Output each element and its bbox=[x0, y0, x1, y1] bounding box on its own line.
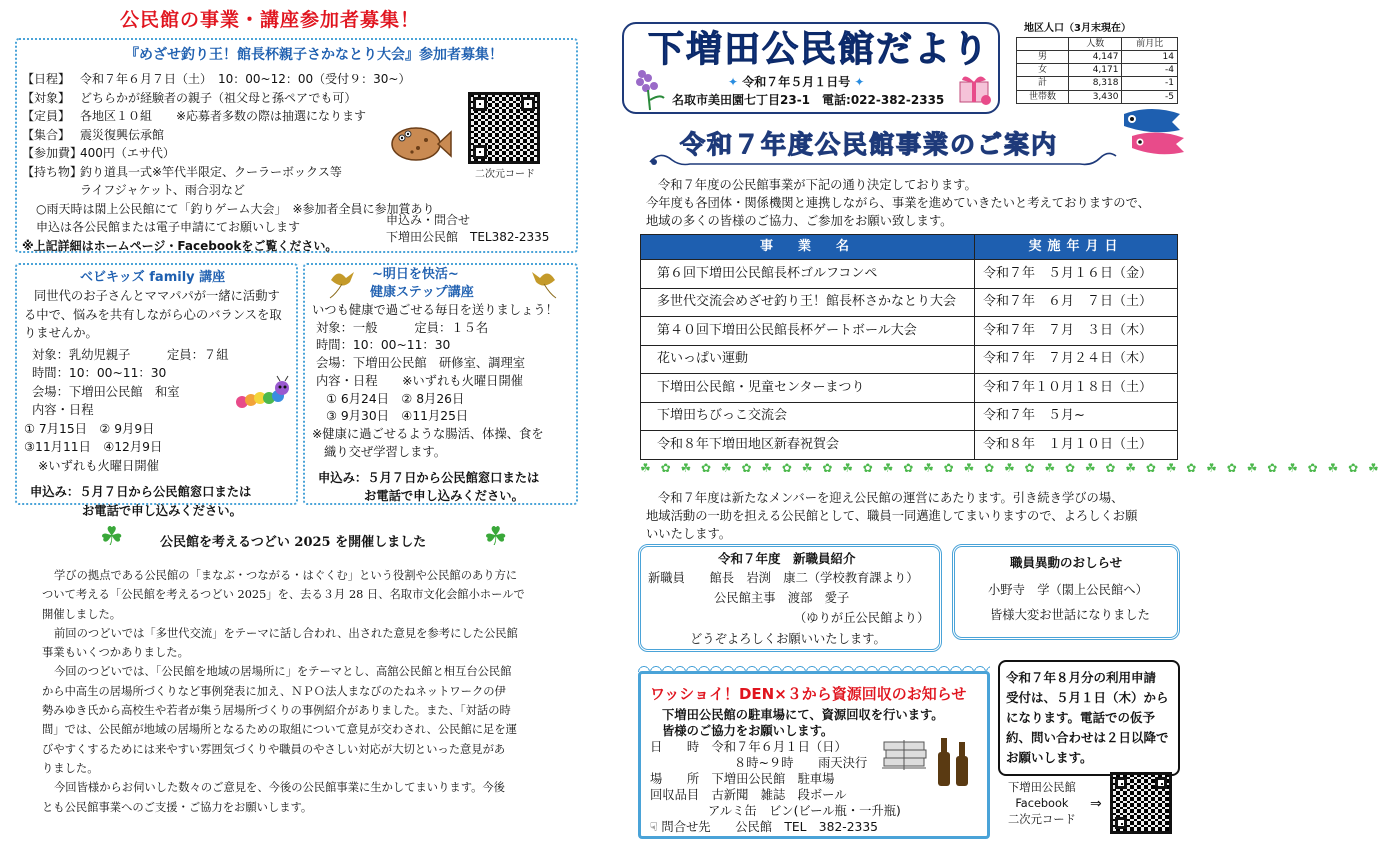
tsudoi-line: 開催しました。 bbox=[42, 607, 122, 621]
facebook-qr-icon[interactable] bbox=[1110, 772, 1172, 834]
contact-text: 下増田公民館 TEL382-2335 bbox=[386, 230, 550, 244]
rain-note: ○雨天時は閖上公民館にて「釣りゲーム大会」 ※参加者全員に参加賞あり bbox=[36, 201, 435, 216]
pop-cell: -4 bbox=[1122, 64, 1178, 77]
clover-icon: ☘ bbox=[484, 522, 508, 552]
intro-line: 地域の多くの皆様のご協力、ご参加をお願い致します。 bbox=[646, 214, 953, 228]
fishing-qr-icon[interactable] bbox=[468, 92, 540, 164]
tsudoi-title: 公民館を考えるつどい 2025 を開催しました bbox=[160, 535, 427, 550]
event-name: 第６回下増田公民館長杯ゴルフコンペ bbox=[641, 260, 975, 289]
baby-time: 時間：10：00~11：30 bbox=[32, 366, 167, 380]
intro-line: 令和７年度の公民館事業が下記の通り決定しております。 bbox=[658, 178, 977, 192]
arrow-icon: ⇒ bbox=[1090, 796, 1102, 812]
health-dates: ③ 9月30日 ④11月25日 bbox=[326, 409, 469, 424]
fishing-details bbox=[22, 70, 435, 255]
flower-illustration bbox=[630, 66, 670, 112]
masthead-address: 名取市美田園七丁目23-1 電話:022-382-2335 bbox=[672, 93, 945, 107]
baby-capacity: 定員：７組 bbox=[167, 347, 229, 362]
health-apply: お電話で申し込みください。 bbox=[364, 489, 524, 504]
tsudoi-line: 前回のつどいでは「多世代交流」をテーマに話し合われ、出された意見を参考にした公民館 bbox=[54, 626, 518, 640]
row-text: 400円（エサ代） bbox=[80, 146, 175, 160]
event-date: 令和７年１０月１８日（土） bbox=[975, 374, 1178, 403]
facebook-line: 二次元コード bbox=[1008, 813, 1076, 826]
koinobori-illustration bbox=[1118, 104, 1190, 160]
row-text: 令和７年６月７日（土） 10：00~12：00（受付９：30~） bbox=[80, 72, 411, 86]
intro-line: 今年度も各団体・関係機関と連携しながら、事業を進めていきたいと考えておりますので、 bbox=[646, 196, 1150, 210]
baby-dates: ① 7月15日 ② 9月9日 bbox=[24, 421, 155, 436]
tsudoi-line: とも公民館事業へのご支援・ご協力をお願いします。 bbox=[42, 800, 313, 814]
event-name: 花いっぱい運動 bbox=[641, 345, 975, 374]
event-date: 令和７年 ７月２４日（木） bbox=[975, 345, 1178, 374]
health-apply: 申込み：５月７日から公民館窓口または bbox=[318, 471, 540, 486]
baby-apply: 申込み：５月７日から公民館窓口または bbox=[30, 485, 252, 499]
baby-venue: 会場：下増田公民館 和室 bbox=[32, 384, 180, 399]
tsudoi-line: りました。 bbox=[42, 761, 99, 775]
august-line: になります。電話での仮予 bbox=[1006, 710, 1156, 725]
bird-icon bbox=[328, 266, 358, 300]
row-text: どちらかが経験者の親子（祖父母と孫ペアでも可） bbox=[80, 90, 357, 105]
transfer-line: 小野寺 学（閖上公民館へ） bbox=[988, 583, 1148, 597]
pop-cell: 4,171 bbox=[1069, 64, 1122, 77]
baby-intro: りませんか。 bbox=[24, 326, 98, 340]
tsudoi-line: 今回のつどいでは、「公民館を地域の居場所に」をテーマとし、高舘公民館と相互台公民館 bbox=[54, 665, 512, 679]
row-text: 各地区１０組 ※応募者多数の際は抽選になります bbox=[80, 109, 367, 123]
pop-header bbox=[1017, 38, 1069, 51]
detail-note: ※上記詳細はホームページ・Facebookをご覧ください。 bbox=[22, 238, 338, 253]
tsudoi-line: ついて考える「公民館を考えるつどい 2025」を、去る３月 28 日、名取市文化会館小ホールで bbox=[42, 588, 525, 602]
contact-label: 申込み・問合せ bbox=[386, 213, 471, 227]
flounder-illustration bbox=[388, 118, 452, 166]
baby-intro: る中で、悩みを共有しながら心のバランスを取 bbox=[24, 307, 282, 322]
recycle-place: 場 所 下増田公民館 駐車場 bbox=[650, 772, 835, 786]
para-line: 令和７年度は新たなメンバーを迎え公民館の運営にあたります。引き続き学びの場、 bbox=[658, 491, 1124, 505]
recycle-line: 下増田公民館の駐車場にて、資源回収を行います。 bbox=[662, 708, 944, 722]
clover-icon: ☘ bbox=[100, 522, 124, 552]
staff-line: 公民館主事 渡部 愛子 bbox=[714, 591, 850, 605]
pop-cell: -5 bbox=[1122, 90, 1178, 103]
august-line: 令和７年８月分の利用申請 bbox=[1006, 670, 1157, 685]
recycle-title: ワッショイ！DEN×３から資源回収のお知らせ bbox=[650, 685, 967, 703]
table-row bbox=[641, 431, 1178, 460]
health-subtitle: ~明日を快活~ bbox=[372, 267, 459, 282]
baby-target: 対象：乳幼児親子 bbox=[32, 347, 131, 362]
program-heading: 令和７年度公民館事業のご案内 bbox=[680, 130, 1059, 159]
august-text bbox=[1006, 668, 1169, 768]
program-table bbox=[640, 234, 1178, 460]
recycle-contact: 問合せ先 公民館 TEL 382-2335 bbox=[661, 820, 879, 834]
row-label: 【持ち物】 bbox=[22, 164, 83, 179]
event-name: 下増田ちびっこ交流会 bbox=[641, 402, 975, 431]
pop-cell: 8,318 bbox=[1069, 77, 1122, 90]
table-header: 事 業 名 bbox=[641, 235, 975, 260]
recycle-date: 日 時 令和７年６月１日（日） bbox=[650, 740, 847, 754]
pop-cell: -1 bbox=[1122, 77, 1178, 90]
gift-illustration bbox=[954, 70, 994, 106]
tsudoi-line: びやすくするためには来やすい雰囲気づくりや職員のやさしい対応が大切といった意見があ bbox=[42, 742, 506, 756]
row-label: 【集合】 bbox=[22, 127, 71, 142]
health-content-label: 内容・日程 ※いずれも火曜日開催 bbox=[316, 373, 524, 388]
program-intro bbox=[646, 176, 1150, 230]
recycle-items: 回収品目 古新聞 雑誌 段ボール bbox=[650, 788, 847, 802]
pop-cell: 世帯数 bbox=[1017, 90, 1069, 103]
newspaper-bottles-illustration bbox=[880, 728, 980, 790]
transfer-line: 皆様大変お世話になりました bbox=[990, 608, 1150, 622]
event-name: 多世代交流会めざせ釣り王！館長杯さかなとり大会 bbox=[641, 288, 975, 317]
fishing-contact bbox=[386, 212, 549, 246]
tsudoi-line: 間」では、公民館が地域の居場所となるための取組について意見が交わされ、公民館に足を運 bbox=[42, 723, 517, 737]
health-time: 時間：10：00~11：30 bbox=[316, 338, 451, 353]
event-date: 令和７年 ６月 ７日（土） bbox=[975, 288, 1178, 317]
pop-cell: 14 bbox=[1122, 51, 1178, 64]
pop-header: 人数 bbox=[1069, 38, 1122, 51]
recycle-time: ８時~９時 雨天決行 bbox=[734, 756, 868, 770]
event-name: 令和８年下増田地区新春祝賀会 bbox=[641, 431, 975, 460]
recycle-line: 皆様のご協力をお願いします。 bbox=[662, 724, 834, 738]
facebook-line: Facebook bbox=[1015, 797, 1069, 810]
event-name: 下増田公民館・児童センターまつり bbox=[641, 374, 975, 403]
para-line: 地域活動の一助を担える公民館として、職員一同邁進してまいりますので、よろしくお願 bbox=[646, 509, 1138, 523]
row-text: 釣り道具一式※竿代半限定、クーラーボックス等 bbox=[80, 164, 342, 179]
tsudoi-line: 今回皆様からお伺いした数々のご意見を、今後の公民館事業に生かしてまいります。今後 bbox=[54, 781, 505, 795]
para-line: いいたします。 bbox=[646, 527, 732, 541]
population-title: 地区人口（3月末現在） bbox=[1024, 23, 1131, 34]
table-header: 実施年月日 bbox=[975, 235, 1178, 260]
health-title: 健康ステップ講座 bbox=[370, 285, 474, 300]
pop-cell: 計 bbox=[1017, 77, 1069, 90]
august-line: 受付は、５月１日（木）から bbox=[1006, 690, 1169, 705]
apply-note: 申込は各公民館または電子申請にてお願いします bbox=[36, 220, 301, 234]
facebook-label bbox=[1008, 780, 1076, 828]
row-text: 震災復興伝承館 bbox=[80, 127, 165, 142]
clover-divider: ☘ ✿ ☘ ✿ ☘ ✿ ☘ ✿ ☘ ✿ ☘ ✿ ☘ ✿ ☘ ✿ ☘ ✿ ☘ ✿ ☘ ✿ ☘ ✿ ☘ ✿ ☘ ✿ ☘ ✿ ☘ ✿ ☘ ✿ ☘ ✿ ☘ bbox=[640, 461, 1382, 475]
event-name: 第４０回下増田公民館長杯ゲートボール大会 bbox=[641, 317, 975, 346]
tsudoi-line: 学びの拠点である公民館の「まなぶ・つながる・はぐくむ」という役割や公民館のあり方に bbox=[54, 569, 518, 582]
population-table bbox=[1016, 37, 1178, 104]
event-date: 令和７年 ５月~ bbox=[975, 402, 1178, 431]
masthead-date: ✦ 令和７年５月１日号 ✦ bbox=[728, 75, 865, 89]
pop-cell: 3,430 bbox=[1069, 90, 1122, 103]
baby-apply: お電話で申し込みください。 bbox=[82, 503, 242, 518]
health-note: 織り交ぜ学習します。 bbox=[324, 444, 446, 459]
transfer-title: 職員異動のおしらせ bbox=[1010, 555, 1123, 570]
tsudoi-line: から中高生の居場所づくりなど事例発表に加え、ＮＰＯ法人まなびのたねネットワークの伊 bbox=[42, 684, 506, 698]
health-note: ※健康に過ごせるような腸活、体操、食を bbox=[312, 426, 544, 441]
masthead-title: 下増田公民館だより bbox=[648, 29, 991, 70]
caterpillar-illustration bbox=[234, 376, 290, 412]
health-intro: いつも健康で過ごせる毎日を送りましょう！ bbox=[312, 303, 558, 317]
event-date: 令和７年 ５月１６日（金） bbox=[975, 260, 1178, 289]
row-label: 【参加費】 bbox=[22, 146, 83, 160]
staff-line: 新職員 館長 岩渕 康二（学校教育課より） bbox=[648, 571, 919, 585]
qr-label: 二次元コード bbox=[475, 169, 535, 180]
staff-line: （ゆりが丘公民館より） bbox=[794, 611, 930, 625]
tsudoi-line: 事業もいくつかありました。 bbox=[42, 646, 189, 660]
recruit-heading: 公民館の事業・講座参加者募集！ bbox=[120, 9, 421, 31]
baby-content-label: 内容・日程 bbox=[32, 403, 94, 417]
event-date: 令和７年 ７月 ３日（木） bbox=[975, 317, 1178, 346]
issue-date: 令和７年５月１日号 bbox=[742, 75, 851, 89]
table-row bbox=[641, 402, 1178, 431]
row-label: 【定員】 bbox=[22, 109, 71, 123]
baby-dates: ③11月11日 ④12月9日 bbox=[24, 440, 163, 454]
pop-header: 前月比 bbox=[1122, 38, 1178, 51]
baby-title: ベビキッズ family 講座 bbox=[80, 270, 226, 285]
health-content bbox=[312, 302, 558, 506]
baby-intro: 同世代のお子さんとママパパが一緒に活動す bbox=[34, 289, 280, 303]
staff-title: 令和７年度 新職員紹介 bbox=[718, 551, 856, 566]
table-row bbox=[641, 288, 1178, 317]
pointer-icon: ☟ bbox=[650, 820, 662, 834]
recycle-items: アルミ缶 ビン(ビール瓶・一升瓶) bbox=[708, 804, 901, 818]
table-row bbox=[641, 345, 1178, 374]
tsudoi-body bbox=[42, 566, 525, 817]
row-extra: ライフジャケット、雨合羽など bbox=[80, 183, 245, 197]
pop-cell: 4,147 bbox=[1069, 51, 1122, 64]
pop-cell: 女 bbox=[1017, 64, 1069, 77]
staff-intro bbox=[646, 489, 1137, 543]
event-date: 令和８年 １月１０日（土） bbox=[975, 431, 1178, 460]
staff-line: どうぞよろしくお願いいたします。 bbox=[690, 632, 886, 646]
baby-note: ※いずれも火曜日開催 bbox=[38, 458, 159, 473]
health-dates: ① 6月24日 ② 8月26日 bbox=[326, 391, 465, 406]
heading-ornament bbox=[640, 142, 1120, 172]
tsudoi-line: 勢みゆき氏から高校生や若者が集う居場所づくりの事例紹介がありました。また、「対話の時 bbox=[42, 704, 511, 718]
health-target: 対象：一般 定員：１５名 bbox=[316, 320, 489, 335]
row-label: 【対象】 bbox=[22, 90, 71, 105]
health-venue: 会場：下増田公民館 研修室、調理室 bbox=[316, 356, 526, 371]
august-line: 約、問い合わせは２日以降で bbox=[1006, 730, 1169, 745]
august-line: お願いします。 bbox=[1006, 750, 1093, 765]
bird-icon bbox=[528, 266, 558, 300]
fishing-title: 『めざせ釣り王！館長杯親子さかなとり大会』参加者募集！ bbox=[125, 47, 503, 63]
table-row bbox=[641, 374, 1178, 403]
table-row bbox=[641, 260, 1178, 289]
table-row bbox=[641, 317, 1178, 346]
row-label: 【日程】 bbox=[22, 72, 71, 86]
facebook-line: 下増田公民館 bbox=[1008, 781, 1076, 794]
pop-cell: 男 bbox=[1017, 51, 1069, 64]
